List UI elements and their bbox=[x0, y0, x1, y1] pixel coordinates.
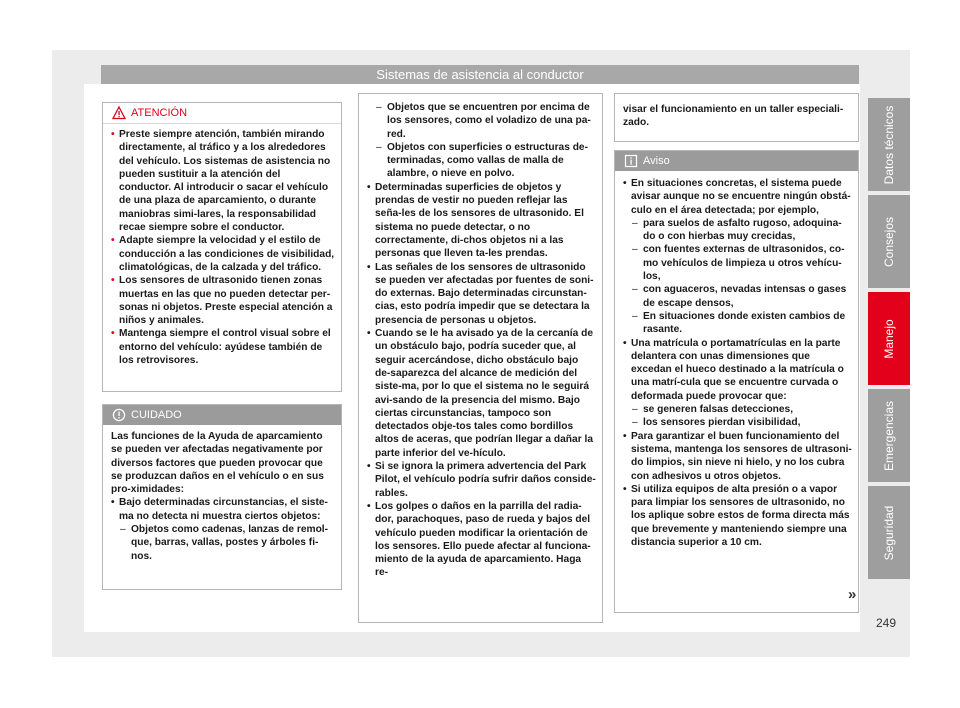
page-number: 249 bbox=[876, 616, 897, 630]
list-item: • Las señales de los sensores de ultrasonido se pueden ver afectadas por fuentes de soni-do externas. Bajo determinadas circunstan-cias, esto podría impedir que se detectara la presencia de personas u objetos. bbox=[367, 261, 594, 326]
list-item: • Determinadas superficies de objetos y prendas de vestir no pueden reflejar las seña-les de los sensores de ultrasonido. El sistema no puede detectar, o no correctamente, di-chos objetos ni a las personas que lleven ta-les prendas. bbox=[367, 181, 584, 260]
tab-consejos[interactable]: Consejos bbox=[868, 195, 910, 288]
sub-item: – Objetos como cadenas, lanzas de remol-que, barras, vallas, postes y árboles fi-nos. bbox=[120, 524, 329, 562]
next-page-arrow-icon: » bbox=[848, 586, 857, 603]
page-header: Sistemas de asistencia al conductor bbox=[101, 65, 859, 84]
tab-emergencias[interactable]: Emergencias bbox=[868, 389, 910, 482]
list-item: • En situaciones concretas, el sistema puede avisar aunque no se encuentre ningún obstá-culo en el área detectada; por ejemplo, bbox=[623, 178, 851, 216]
cuidado-title: CUIDADO bbox=[131, 409, 182, 421]
list-item: • Los golpes o daños en la parrilla del radia-dor, parachoques, paso de rueda y bajos del vehículo pueden modificar la orientación de los sensores. Ello puede afectar al funciona-miento de la ayuda de aparcamiento. Haga re- bbox=[367, 500, 591, 579]
aviso-box bbox=[614, 150, 859, 613]
middle-continuation-box bbox=[358, 93, 603, 623]
sub-item: – Objetos con superficies o estructuras de-terminadas, como vallas de malla de alambre, o nieve en polvo. bbox=[376, 141, 588, 180]
atencion-title: ATENCIÓN bbox=[131, 107, 188, 119]
aviso-title: Aviso bbox=[643, 155, 670, 167]
aviso-header bbox=[615, 151, 858, 171]
list-item: • Si se ignora la primera advertencia del Park Pilot, el vehículo podría sufrir daños conside-rables. bbox=[367, 461, 596, 499]
tab-seguridad[interactable]: Seguridad bbox=[868, 486, 910, 579]
cuidado-intro: Las funciones de la Ayuda de aparcamiento se pueden ver afectadas negativamente por diversos factores que pueden provocar que se produzcan daños en el vehículo o en sus pro-ximidades: bbox=[111, 431, 324, 496]
atencion-header bbox=[103, 103, 341, 124]
cuidado-header bbox=[103, 405, 341, 425]
cuidado-box bbox=[102, 404, 342, 590]
tab-datos-tecnicos[interactable]: Datos técnicos bbox=[868, 98, 910, 191]
sub-item: – los sensores pierdan visibilidad, bbox=[632, 417, 801, 429]
list-item: • Bajo determinadas circunstancias, el siste-ma no detecta ni muestra ciertos objetos: bbox=[111, 497, 328, 522]
continuation-text: visar el funcionamiento en un taller especiali-zado. bbox=[623, 104, 844, 129]
list-item: • Si utiliza equipos de alta presión o a vapor para limpiar los sensores de ultrasonido, no los aplique sobre estos de forma directa más que brevemente y manteniendo siempre una distancia superior a 10 cm. bbox=[623, 483, 850, 549]
caution-circle-icon bbox=[112, 408, 126, 422]
right-continuation-box bbox=[614, 93, 859, 142]
list-item: • Adapte siempre la velocidad y el estilo de conducción a las condiciones de visibilidad, climatológicas, de la calzada y del tráfico. bbox=[111, 235, 335, 273]
list-item: • Para garantizar el buen funcionamiento del sistema, mantenga los sensores de ultrasoni-do limpios, sin nieve ni hielo, y no los cubra con adhesivos u otros objetos. bbox=[623, 430, 852, 482]
warning-triangle-icon bbox=[112, 106, 126, 120]
list-item: • Cuando se le ha avisado ya de la cercanía de un obstáculo bajo, podría suceder que, al seguir acercándose, dicho obstáculo bajo de-saparezca del alcance de medición del siste-ma, por lo que el sistema no le seguirá avi-sando de la presencia del mismo. Bajo ciertas circunstancias, tampoco son detectados obje-tos tales como bordillos altos de aceras, que podrían llegar a dañar la parte inferior del ve-hículo. bbox=[367, 328, 593, 459]
sub-item: – Objetos que se encuentren por encima de los sensores, como el voladizo de una pa-red. bbox=[376, 102, 591, 140]
list-item: • Los sensores de ultrasonido tienen zonas muertas en las que no pueden detectar per-sonas ni objetos. Preste especial atención a niños y animales. bbox=[111, 275, 333, 327]
tab-manejo[interactable]: Manejo bbox=[868, 292, 910, 385]
sub-item: – se generen falsas detecciones, bbox=[632, 404, 794, 416]
sub-item: – con fuentes externas de ultrasonidos, co-mo vehículos de limpieza u otros vehícu-los, bbox=[632, 244, 845, 283]
sub-item: – En situaciones donde existen cambios de rasante. bbox=[632, 310, 846, 336]
list-item: • Una matrícula o portamatrículas en la parte delantera con unas dimensiones que excedan el hueco destinado a la matrícula o una matrí-cula que se encuentre curvada o deformada puede provocar que: bbox=[623, 337, 844, 402]
list-item: • Mantenga siempre el control visual sobre el entorno del vehículo: ayúdese también de los retrovisores. bbox=[111, 328, 331, 367]
sub-item: – con aguaceros, nevadas intensas o gases de escape densos, bbox=[632, 284, 847, 309]
atencion-box bbox=[102, 102, 342, 392]
list-item: • Preste siempre atención, también mirando directamente, al tráfico y a los alrededores del vehículo. Los sistemas de asistencia no pueden sustituir a la atención del conductor. Al introducir o sacar el vehículo de una plaza de aparcamiento, o durante maniobras simi-lares, la responsabilidad recae siempre sobre el conductor. bbox=[111, 129, 331, 234]
sub-item: – para suelos de asfalto rugoso, adoquina-do o con hierbas muy crecidas, bbox=[632, 217, 842, 243]
info-icon bbox=[624, 154, 638, 168]
